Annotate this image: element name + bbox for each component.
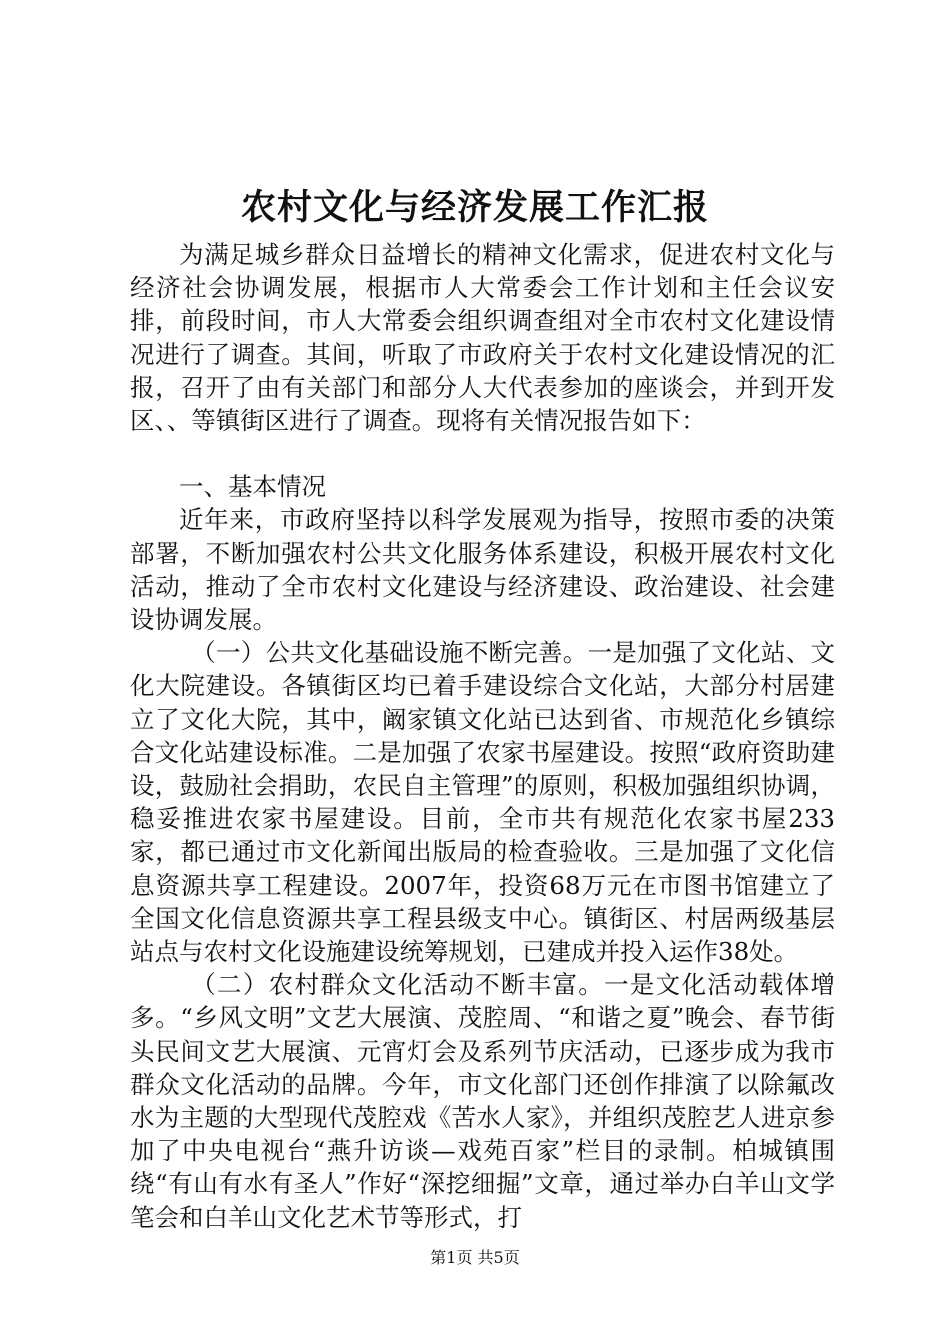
section-heading-basic: 一、基本情况	[179, 472, 326, 502]
document-body	[130, 238, 835, 1234]
document-title: 农村文化与经济发展工作汇报	[240, 187, 709, 228]
page-footer: 第1页 共5页	[430, 1248, 520, 1267]
intro-paragraph: 为满足城乡群众日益增长的精神文化需求，促进农村文化与经济社会协调发展，根据市人大常委会工作计划和主任会议安排，前段时间，市人大常委会组织调查组对全市农村文化建设情况进行了调查。其间，听取了市政府关于农村文化建设情况的汇报，召开了由有关部门和部分人大代表参加的座谈会，并到开发区、、等镇街区进行了调查。现将有关情况报告如下：	[130, 240, 835, 436]
paragraph-gap	[130, 437, 835, 470]
subsection-1-paragraph: （一）公共文化基础设施不断完善。一是加强了文化站、文化大院建设。各镇街区均已着手建设综合文化站，大部分村居建立了文化大院，其中，阚家镇文化站已达到省、市规范化乡镇综合文化站建设标准。二是加强了农家书屋建设。按照“政府资助建设，鼓励社会捐助，农民自主管理”的原则，积极加强组织协调，稳妥推进农家书屋建设。目前，全市共有规范化农家书屋233家，都已通过市文化新闻出版局的检查验收。三是加强了文化信息资源共享工程建设。2007年，投资68万元在市图书馆建立了全国文化信息资源共享工程县级支中心。镇街区、村居两级基层站点与农村文化设施建设统筹规划，已建成并投入运作38处。	[130, 638, 835, 967]
basic-situation-paragraph: 近年来，市政府坚持以科学发展观为指导，按照市委的决策部署，不断加强农村公共文化服务体系建设，积极开展农村文化活动，推动了全市农村文化建设与经济建设、政治建设、社会建设协调发展。	[130, 505, 835, 635]
subsection-2-paragraph: （二）农村群众文化活动不断丰富。一是文化活动载体增多。“乡风文明”文艺大展演、茂腔周、“和谐之夏”晚会、春节街头民间文艺大展演、元宵灯会及系列节庆活动，已逐步成为我市群众文化活动的品牌。今年，市文化部门还创作排演了以除氟改水为主题的大型现代茂腔戏《苦水人家》，并组织茂腔艺人进京参加了中央电视台“燕升访谈—戏苑百家”栏目的录制。柏城镇围绕“有山有水有圣人”作好“深挖细掘”文章，通过举办白羊山文学笔会和白羊山文化艺术节等形式，打	[130, 970, 835, 1232]
